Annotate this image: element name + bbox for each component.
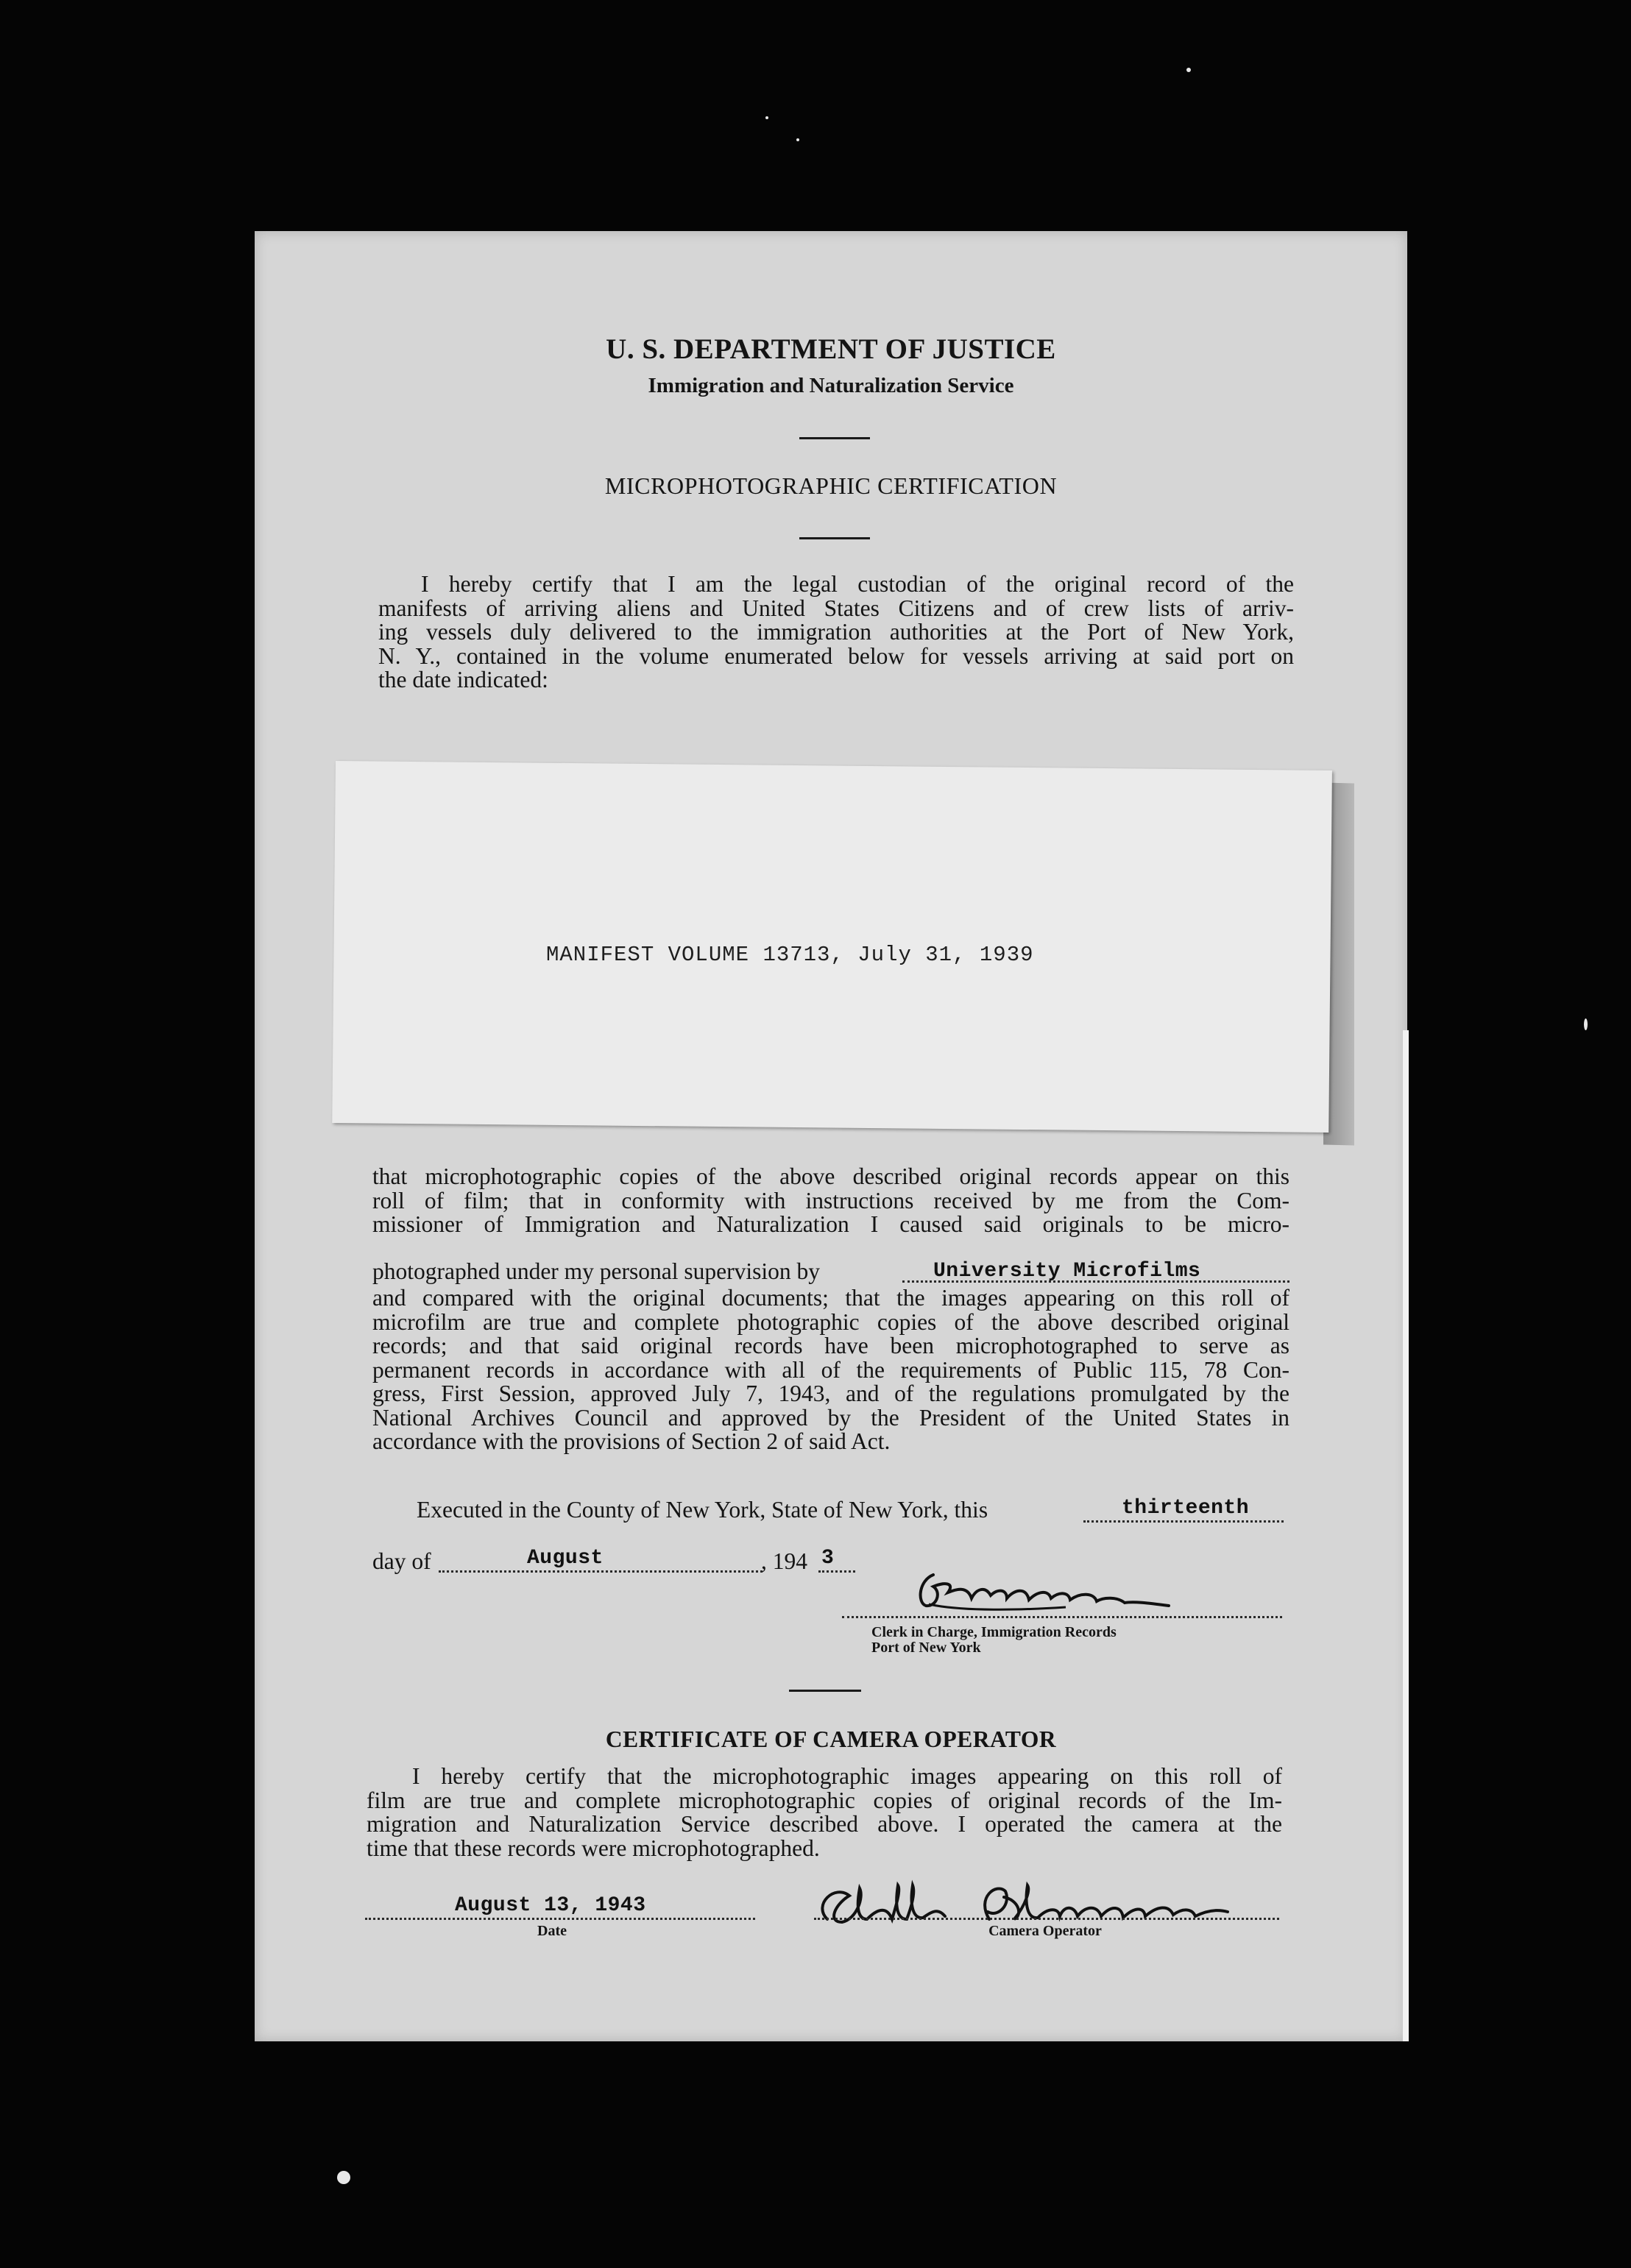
document-title: U. S. DEPARTMENT OF JUSTICE xyxy=(606,333,1056,365)
body-line: microfilm are true and complete photographic copies of the above described original xyxy=(372,1308,1289,1335)
body-paragraph-a xyxy=(372,1165,1289,1237)
executed-line xyxy=(417,1497,988,1523)
camera-line: migration and Naturalization Service described above. I operated the camera at the xyxy=(367,1811,1282,1837)
manifest-volume-label: MANIFEST VOLUME 13713, July 31, 1939 xyxy=(546,943,1034,967)
intro-line: manifests of arriving aliens and United States Citizens and of crew lists of arriv- xyxy=(378,595,1294,621)
body-line: that microphotographic copies of the above described original records appear on this xyxy=(372,1163,1289,1189)
body-line: permanent records in accordance with all of the requirements of Public 115, 78 Con- xyxy=(372,1356,1289,1383)
operator-label: Camera Operator xyxy=(988,1923,1102,1939)
executed-day-blank xyxy=(1083,1520,1284,1523)
year-digit: 3 xyxy=(821,1547,835,1570)
camera-line: time that these records were microphotographed. xyxy=(367,1835,820,1861)
executed-day: thirteenth xyxy=(1122,1497,1250,1520)
executed-month: August xyxy=(527,1547,604,1570)
clerk-title-line1: Clerk in Charge, Immigration Records xyxy=(871,1624,1117,1640)
body-line: and compared with the original documents; that the images appearing on this roll of xyxy=(372,1285,1289,1311)
date-label: Date xyxy=(537,1923,567,1939)
intro-line: ing vessels duly delivered to the immigration authorities at the Port of New York, xyxy=(378,619,1294,645)
supervisor-filled: University Microfilms xyxy=(933,1260,1201,1283)
film-speck xyxy=(765,116,768,119)
document-subtitle: Immigration and Naturalization Service xyxy=(648,374,1014,397)
film-speck xyxy=(1584,1018,1588,1030)
clerk-signature xyxy=(904,1560,1184,1619)
heading-divider xyxy=(799,537,870,539)
year-blank xyxy=(818,1570,855,1573)
body-line: records; and that said original records have been microphotographed to serve as xyxy=(372,1333,1289,1358)
film-speck xyxy=(337,2171,350,2184)
month-blank xyxy=(439,1570,763,1573)
intro-line: I hereby certify that I am the legal custodian of the original record of the xyxy=(421,571,1294,597)
film-speck xyxy=(796,138,799,141)
film-speck xyxy=(1186,68,1191,72)
sheet-edge xyxy=(1403,1030,1409,2041)
heading-divider xyxy=(799,437,870,439)
body-paragraph-b xyxy=(372,1286,1289,1454)
body-line: accordance with the provisions of Section 2 of said Act. xyxy=(372,1428,891,1454)
operator-signature-line xyxy=(814,1918,1279,1920)
body-line: National Archives Council and approved by the President of the United States in xyxy=(372,1404,1289,1431)
date-blank xyxy=(365,1918,755,1920)
body-line: missioner of Immigration and Naturalization I caused said originals to be micro- xyxy=(372,1211,1289,1237)
executed-prefix: Executed in the County of New York, State of New York, this xyxy=(417,1497,988,1523)
camera-heading: CERTIFICATE OF CAMERA OPERATOR xyxy=(605,1726,1057,1752)
camera-line: I hereby certify that the microphotographic images appearing on this roll of xyxy=(412,1763,1282,1789)
camera-date: August 13, 1943 xyxy=(455,1894,646,1917)
intro-paragraph xyxy=(378,573,1294,692)
intro-line: N. Y., contained in the volume enumerated below for vessels arriving at said port on xyxy=(378,642,1294,669)
camera-line: film are true and complete microphotographic copies of original records of the Im- xyxy=(367,1787,1282,1813)
clerk-title xyxy=(871,1625,1117,1656)
intro-line: the date indicated: xyxy=(378,667,548,692)
clerk-signature-line xyxy=(842,1616,1282,1618)
section-divider xyxy=(789,1690,861,1692)
year-prefix: , 194 xyxy=(761,1548,807,1574)
body-line: roll of film; that in conformity with instructions received by me from the Com- xyxy=(372,1187,1289,1213)
certification-heading: MICROPHOTOGRAPHIC CERTIFICATION xyxy=(604,472,1058,499)
body-line: gress, First Session, approved July 7, 1943, and of the regulations promulgated by the xyxy=(372,1381,1289,1406)
supervision-prefix: photographed under my personal supervision by xyxy=(372,1258,821,1284)
day-of-label: day of xyxy=(372,1548,431,1574)
clerk-title-line2: Port of New York xyxy=(871,1640,981,1656)
camera-paragraph xyxy=(367,1765,1282,1860)
